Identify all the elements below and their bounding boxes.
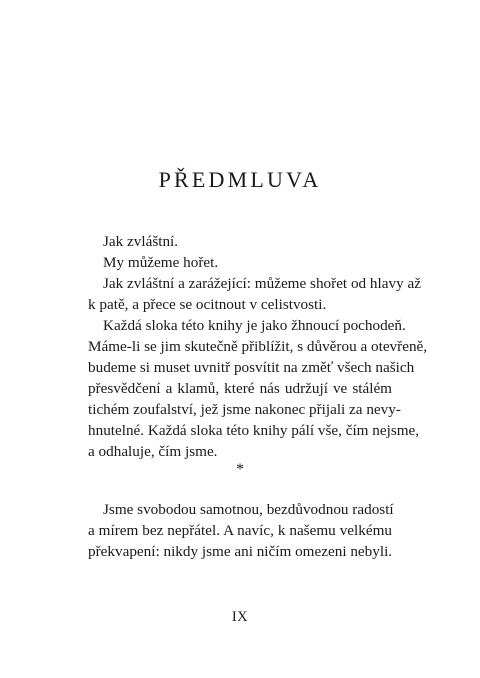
text-line: Jak zvláštní a zarážející: můžeme shořet od hlavy až [103, 275, 421, 292]
preface-section-2 [88, 499, 392, 562]
text-line: Máme-li se jim skutečně přiblížit, s důvěrou a otevřeně, [88, 338, 428, 355]
text-line: Jak zvláštní. [103, 233, 179, 250]
section-separator: * [236, 461, 244, 478]
text-line: budeme si muset uvnitř posvítit na změť všech našich [88, 359, 415, 376]
text-line: překvapení: nikdy jsme ani ničím omezeni nebyli. [88, 543, 393, 560]
page-number: IX [231, 609, 249, 625]
text-line: a odhaluje, čím jsme. [88, 443, 218, 460]
text-line: Každá sloka této knihy je jako žhnoucí pochodeň. [103, 317, 406, 334]
text-line: přesvědčení a klamů, které nás udržují ve stálém [88, 380, 392, 397]
preface-section-1 [88, 231, 428, 462]
text-line: tichém zoufalství, jež jsme nakonec přijali za nevy- [88, 401, 401, 418]
text-line: k patě, a přece se ocitnout v celistvosti. [88, 296, 327, 313]
chapter-title: PŘEDMLUVA [158, 167, 322, 192]
text-line: a mírem bez nepřátel. A navíc, k našemu velkému [88, 522, 392, 539]
text-line: Jsme svobodou samotnou, bezdůvodnou radostí [103, 501, 394, 518]
text-line: hnutelné. Každá sloka této knihy pálí vše, čím nejsme, [88, 422, 420, 439]
text-line: My můžeme hořet. [103, 254, 219, 271]
